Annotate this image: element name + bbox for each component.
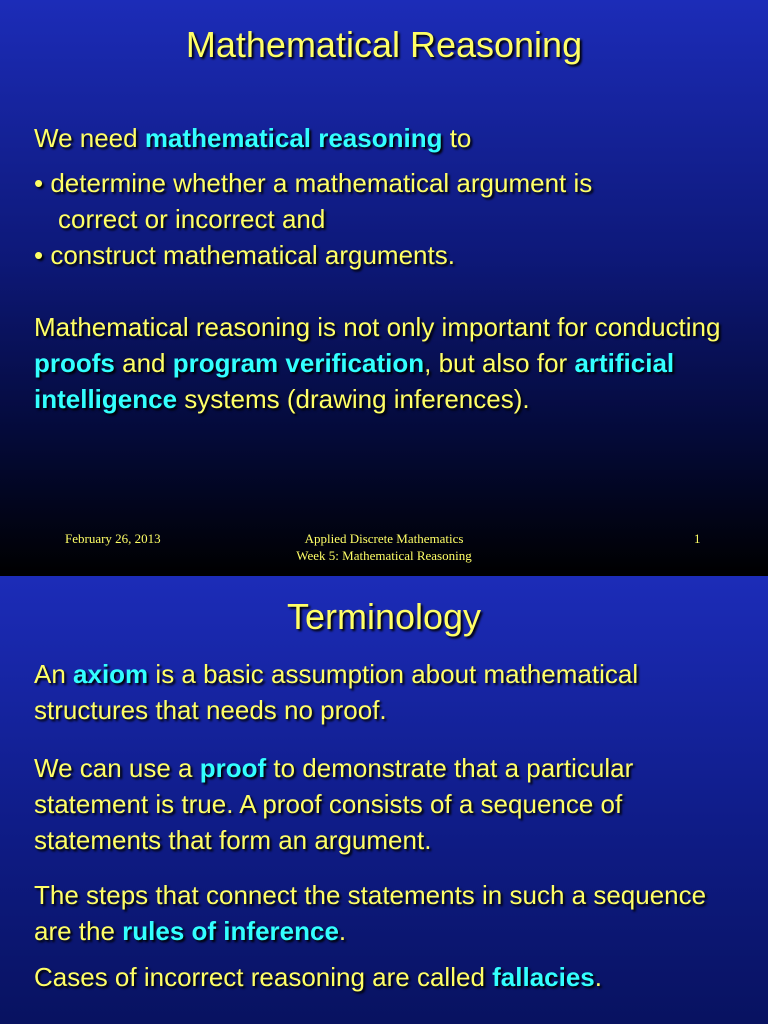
intro-post: to (442, 123, 472, 153)
footer-course (234, 530, 534, 564)
para-text-2: and (114, 348, 173, 378)
bullet-1-line-2: correct or incorrect and (58, 204, 326, 234)
inference-text-2: . (338, 916, 347, 946)
proof-text-2: to demonstrate that a particular statement is true. A proof consists of a sequence of statements that form an argument. (34, 753, 634, 855)
para-text-1: Mathematical reasoning is not only important for conducting (34, 312, 721, 342)
footer-week: Week 5: Mathematical Reasoning (296, 548, 472, 563)
proof-highlight: proof (199, 753, 267, 783)
inference-highlight: rules of inference (122, 916, 339, 946)
axiom-paragraph (34, 656, 744, 728)
para-text-3: , but also for (424, 348, 575, 378)
para-highlight-proofs: proofs (34, 348, 115, 378)
inference-paragraph (34, 877, 714, 949)
footer-date: February 26, 2013 (65, 531, 161, 546)
fallacies-highlight: fallacies (492, 962, 595, 992)
slide-1-title: Mathematical Reasoning (185, 24, 583, 65)
para-highlight-ai: artificial intelligence (34, 348, 675, 414)
footer-course-name: Applied Discrete Mathematics (304, 531, 464, 546)
slide-2-title: Terminology (286, 596, 482, 637)
intro-pre: We need (34, 123, 145, 153)
reasoning-paragraph (34, 309, 734, 417)
axiom-highlight: axiom (73, 659, 149, 689)
axiom-text-1: An (34, 659, 74, 689)
bullet-1-line-1: • determine whether a mathematical argument is (34, 168, 593, 198)
fallacies-text-1: Cases of incorrect reasoning are called (34, 962, 493, 992)
footer-page-number: 1 (694, 531, 701, 546)
slide-2 (0, 576, 768, 1024)
axiom-text-2: is a basic assumption about mathematical structures that needs no proof. (34, 659, 639, 725)
proof-text-1: We can use a (34, 753, 200, 783)
bullet-2: • construct mathematical arguments. (34, 240, 455, 270)
fallacies-paragraph (34, 959, 754, 995)
inference-text-1: The steps that connect the statements in such a sequence are the (34, 880, 707, 946)
intro-line (34, 120, 754, 156)
bullet-1 (34, 165, 754, 237)
para-text-4: systems (drawing inferences). (177, 384, 530, 414)
para-highlight-verification: program verification (172, 348, 425, 378)
proof-paragraph (34, 750, 744, 858)
intro-highlight: mathematical reasoning (144, 123, 443, 153)
fallacies-text-2: . (594, 962, 602, 992)
